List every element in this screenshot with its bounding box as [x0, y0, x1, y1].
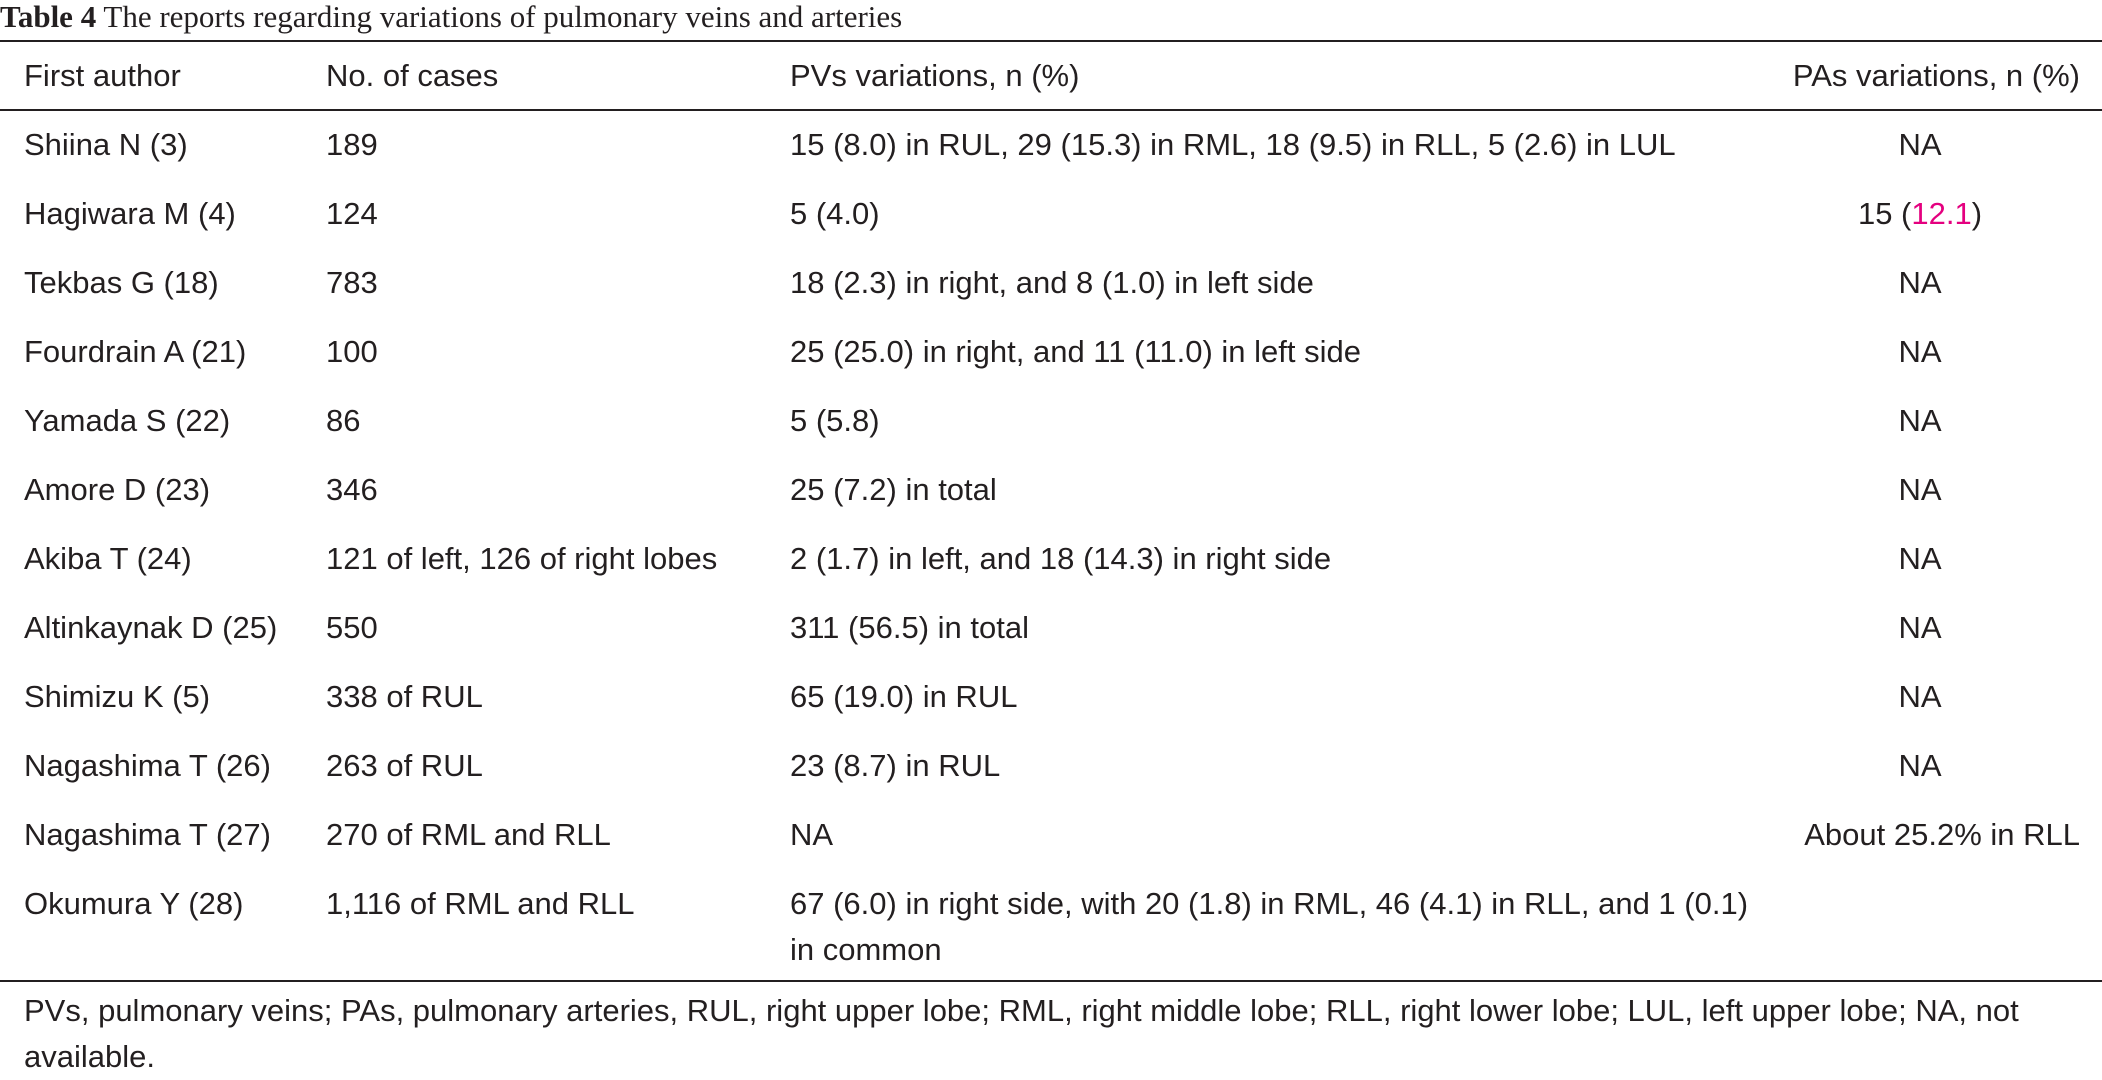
top-rule — [0, 40, 2102, 42]
header-pvs-variations: PVs variations, n (%) — [790, 58, 1080, 93]
cell-author: Akiba T (24) — [24, 541, 192, 576]
cell-pas: NA — [1898, 541, 1942, 576]
bottom-rule — [0, 980, 2102, 982]
cell-cases: 346 — [326, 472, 378, 507]
cell-cases: 100 — [326, 334, 378, 369]
cell-author: Altinkaynak D (25) — [24, 610, 278, 645]
cell-pas: About 25.2% in RLL — [1804, 817, 2080, 852]
cell-pas: NA — [1898, 610, 1942, 645]
cell-author: Okumura Y (28) — [24, 886, 244, 921]
header-rule — [0, 109, 2102, 111]
table-footnote: PVs, pulmonary veins; PAs, pulmonary arteries, RUL, right upper lobe; RML, right middle lobe; RLL, right lower lobe; LUL, left upper lobe; NA, not available. — [24, 993, 2019, 1074]
header-first-author: First author — [24, 58, 181, 93]
cell-pas — [1760, 191, 2080, 237]
header-no-of-cases: No. of cases — [326, 58, 499, 93]
cell-pas: NA — [1898, 472, 1942, 507]
cell-cases: 783 — [326, 265, 378, 300]
header-pas-variations: PAs variations, n (%) — [1792, 58, 2080, 93]
cell-pvs: 18 (2.3) in right, and 8 (1.0) in left side — [790, 265, 1314, 300]
table-label: Table 4 — [0, 0, 97, 34]
cell-author: Shiina N (3) — [24, 127, 188, 162]
cell-author: Hagiwara M (4) — [24, 196, 236, 231]
cell-cases: 550 — [326, 610, 378, 645]
cell-pvs: 25 (25.0) in right, and 11 (11.0) in left side — [790, 334, 1361, 369]
pas-prefix: 15 ( — [1857, 196, 1912, 231]
cell-author: Amore D (23) — [24, 472, 211, 507]
cell-pas: NA — [1898, 127, 1942, 162]
cell-pvs: 311 (56.5) in total — [790, 610, 1029, 645]
cell-pvs: 67 (6.0) in right side, with 20 (1.8) in RML, 46 (4.1) in RLL, and 1 (0.1) in common — [790, 886, 1749, 967]
pas-suffix: ) — [1971, 196, 1983, 231]
cell-cases: 121 of left, 126 of right lobes — [326, 541, 718, 576]
cell-author: Shimizu K (5) — [24, 679, 211, 714]
cell-cases: 270 of RML and RLL — [326, 817, 611, 852]
cell-pvs: NA — [790, 817, 834, 852]
cell-author: Nagashima T (27) — [24, 817, 271, 852]
cell-cases: 1,116 of RML and RLL — [326, 886, 635, 921]
cell-pas: NA — [1898, 403, 1942, 438]
cell-cases: 189 — [326, 127, 378, 162]
cell-author: Fourdrain A (21) — [24, 334, 247, 369]
cell-pas: NA — [1898, 265, 1942, 300]
cell-pvs: 23 (8.7) in RUL — [790, 748, 1001, 783]
cell-author: Yamada S (22) — [24, 403, 231, 438]
table-caption — [0, 0, 902, 40]
cell-pvs: 2 (1.7) in left, and 18 (14.3) in right side — [790, 541, 1332, 576]
cell-pas: NA — [1898, 334, 1942, 369]
cell-author: Nagashima T (26) — [24, 748, 271, 783]
cell-pvs: 65 (19.0) in RUL — [790, 679, 1018, 714]
cell-pas: NA — [1898, 748, 1942, 783]
cell-pvs: 5 (4.0) — [790, 196, 880, 231]
cell-cases: 263 of RUL — [326, 748, 483, 783]
cell-pvs: 25 (7.2) in total — [790, 472, 997, 507]
cell-cases: 338 of RUL — [326, 679, 483, 714]
cell-pvs: 15 (8.0) in RUL, 29 (15.3) in RML, 18 (9.5) in RLL, 5 (2.6) in LUL — [790, 127, 1676, 162]
pas-highlight: 12.1 — [1911, 196, 1972, 231]
table-title: The reports regarding variations of pulmonary veins and arteries — [103, 0, 903, 34]
cell-cases: 86 — [326, 403, 361, 438]
cell-pas: NA — [1898, 679, 1942, 714]
cell-author: Tekbas G (18) — [24, 265, 219, 300]
cell-pvs: 5 (5.8) — [790, 403, 880, 438]
cell-cases: 124 — [326, 196, 378, 231]
